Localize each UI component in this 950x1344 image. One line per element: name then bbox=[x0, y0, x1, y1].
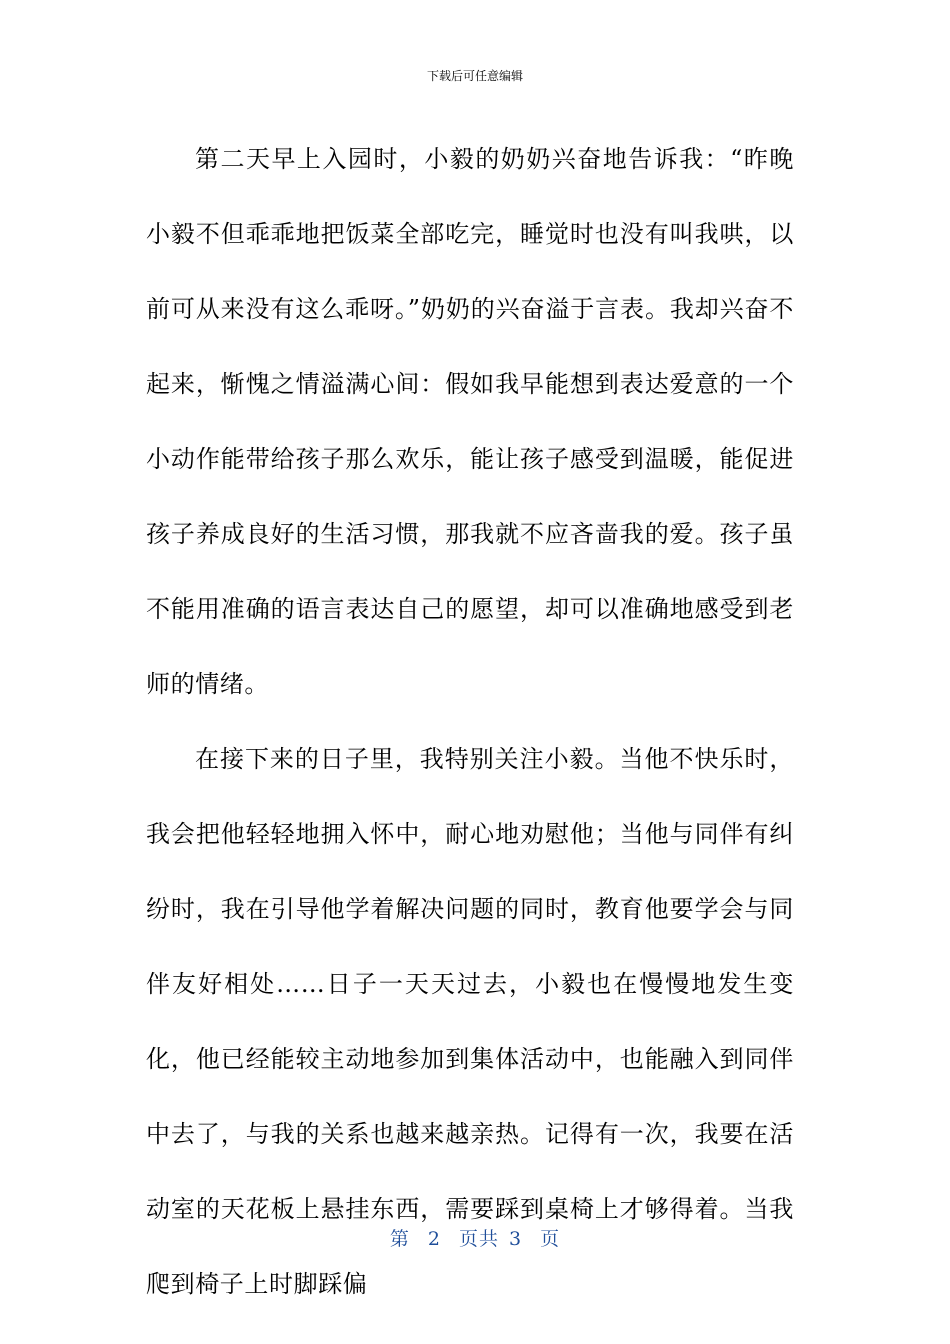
footer-prefix: 第 bbox=[389, 1228, 410, 1250]
footer-middle: 页共 bbox=[458, 1228, 499, 1250]
page-footer bbox=[0, 1226, 950, 1252]
header-note: 下载后可任意编辑 bbox=[426, 69, 523, 83]
paragraph-2: 在接下来的日子里，我特别关注小毅。当他不快乐时，我会把他轻轻地拥入怀中，耐心地劝慰他；当他与同伴有纠纷时，我在引导他学着解决问题的同时，教育他要学会与同伴友好相处……日子一天天过去，小毅也在慢慢地发生变化，他已经能较主动地参加到集体活动中，也能融入到同伴中去了，与我的关系也越来越亲热。记得有一次，我要在活动室的天花板上悬挂东西，需要踩到桌椅上才够得着。当我爬到椅子上时脚踩偏 bbox=[146, 745, 794, 1298]
page-header bbox=[0, 68, 950, 84]
footer-suffix: 页 bbox=[540, 1228, 561, 1250]
current-page-number: 2 bbox=[427, 1228, 441, 1250]
paragraph-1: 第二天早上入园时，小毅的奶奶兴奋地告诉我：“昨晚小毅不但乖乖地把饭菜全部吃完，睡觉时也没有叫我哄，以前可从来没有这么乖呀。”奶奶的兴奋溢于言表。我却兴奋不起来，惭愧之情溢满心间：假如我早能想到表达爱意的一个小动作能带给孩子那么欢乐，能让孩子感受到温暖，能促进孩子养成良好的生活习惯，那我就不应吝啬我的爱。孩子虽不能用准确的语言表达自己的愿望，却可以准确地感受到老师的情绪。 bbox=[146, 145, 794, 698]
total-pages-number: 3 bbox=[509, 1228, 523, 1250]
document-body bbox=[146, 122, 794, 1322]
